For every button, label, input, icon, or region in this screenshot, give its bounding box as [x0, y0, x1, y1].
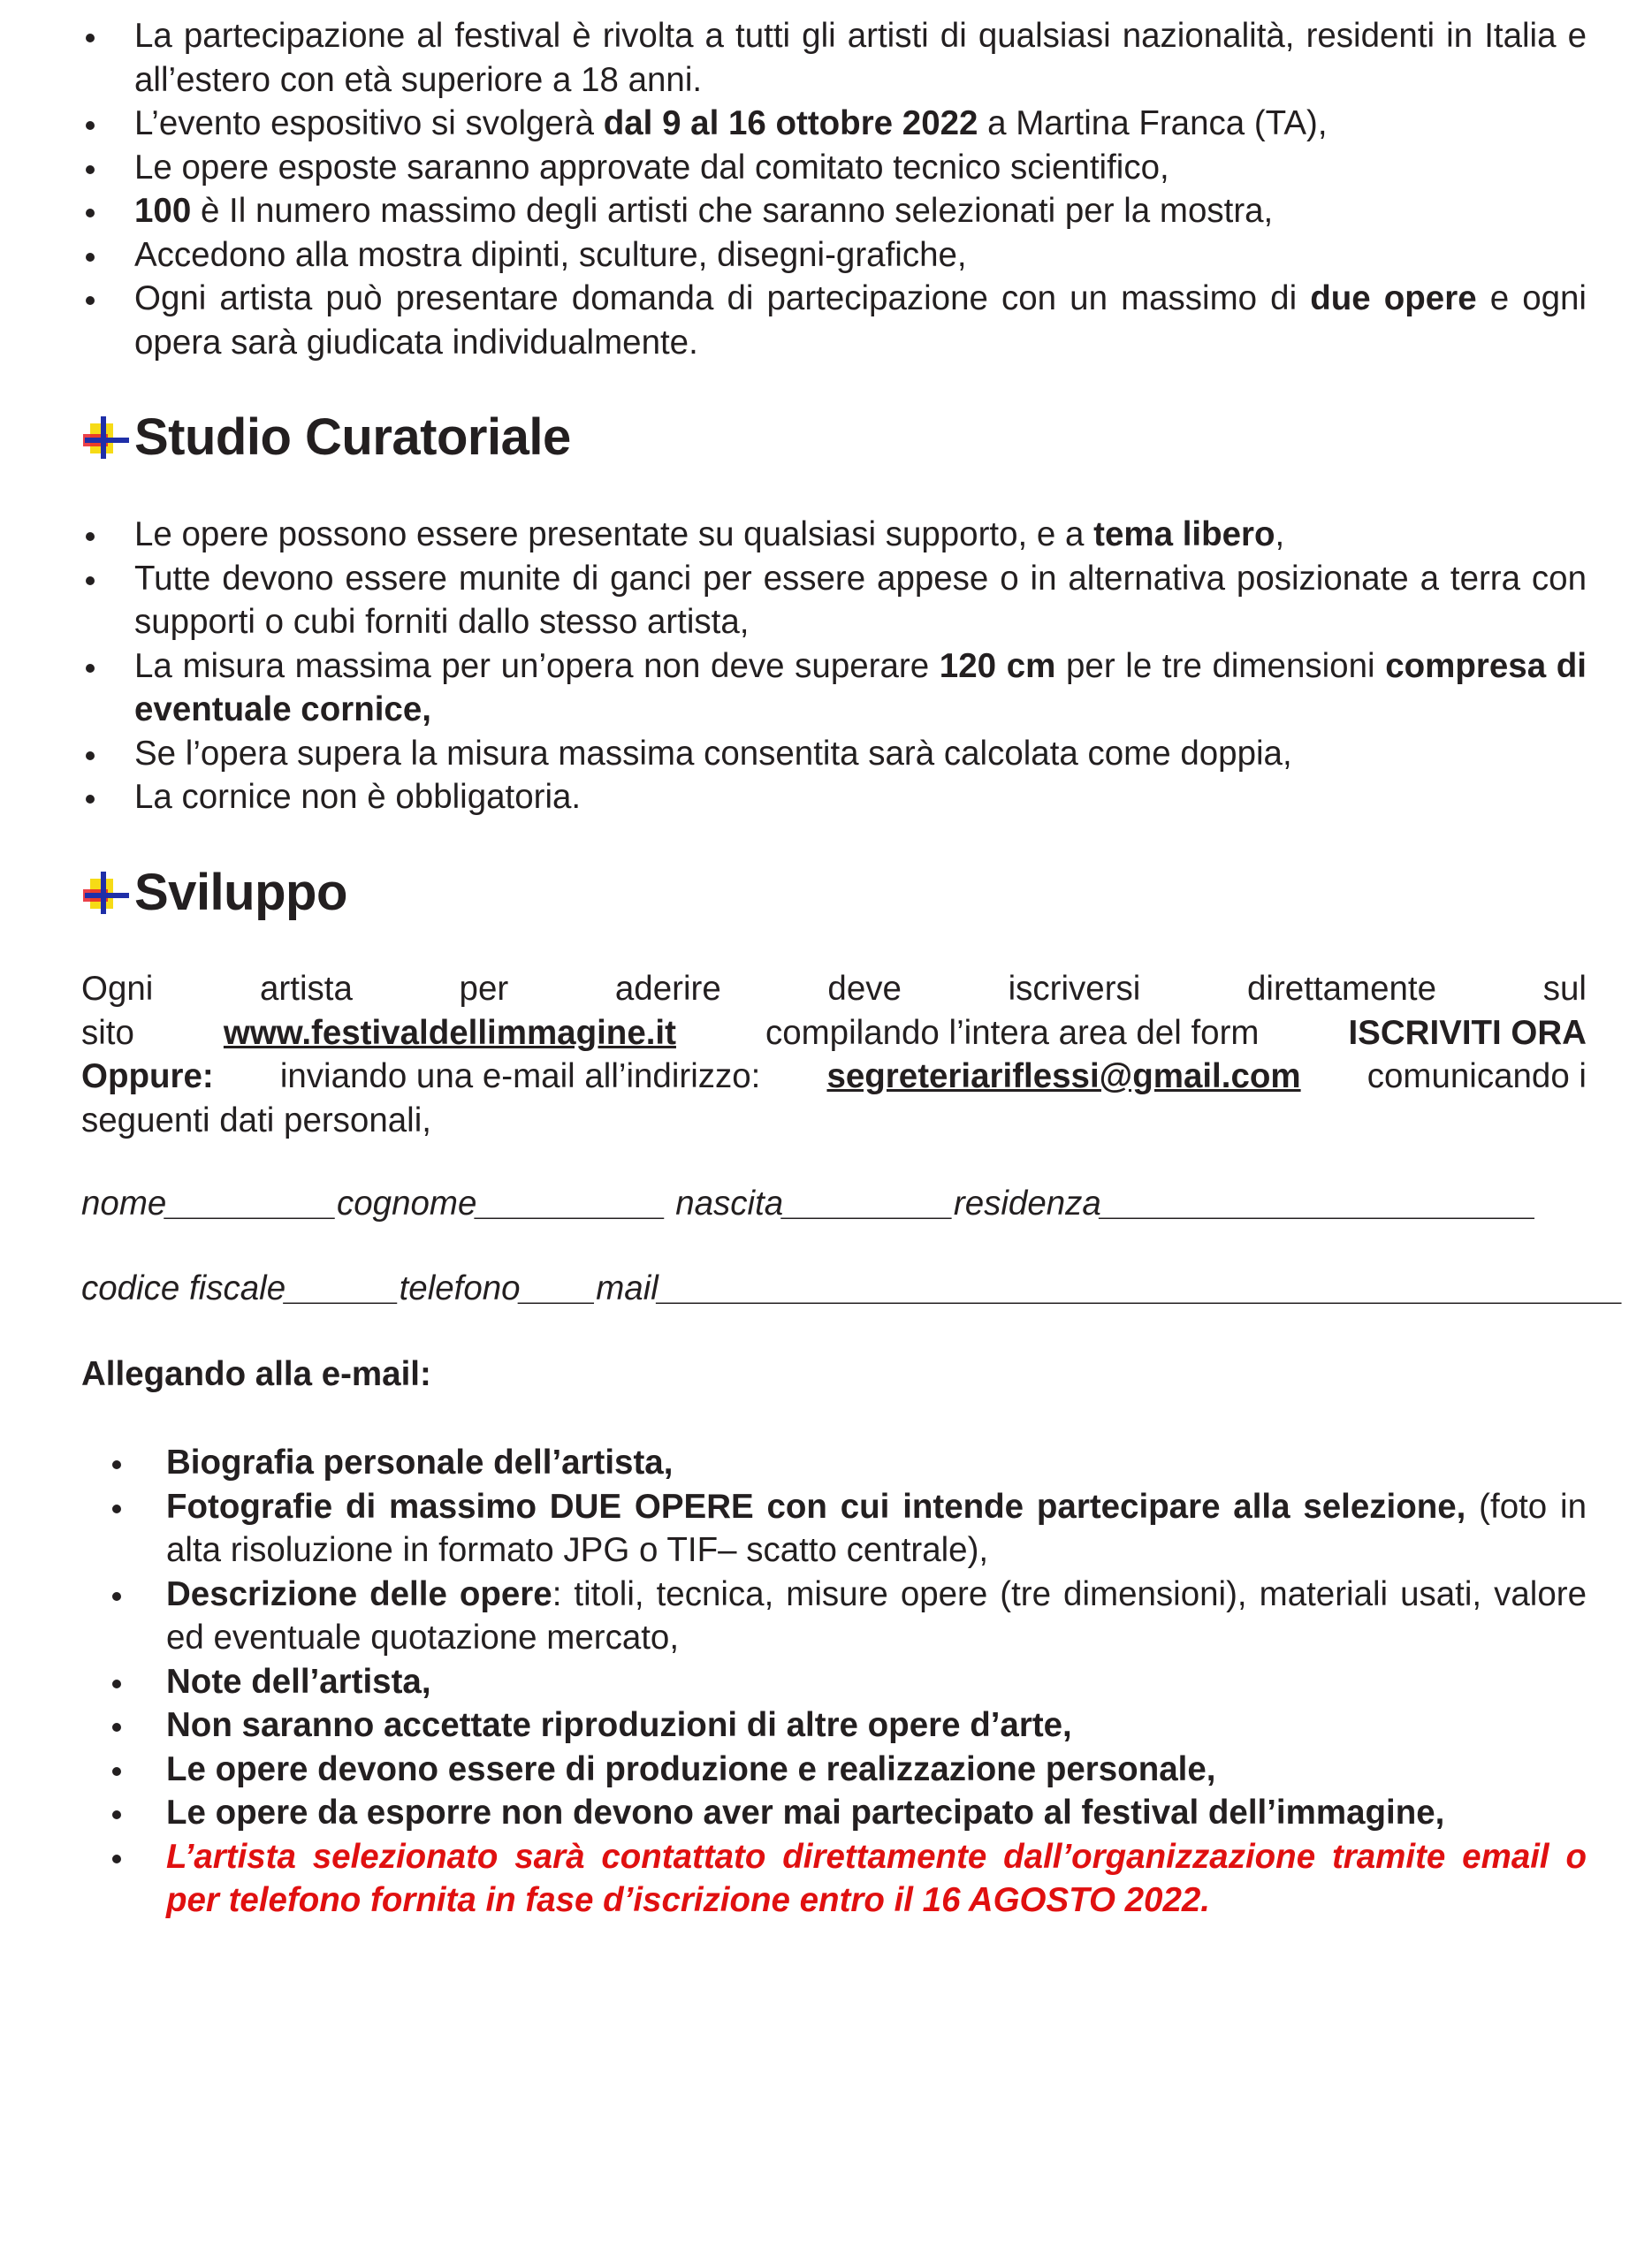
form-fields-text: nome_________cognome__________ nascita_________residenza_______________________: [81, 1185, 1537, 1223]
notice-text: L’artista selezionato sarà contattato direttamente dall’organizzazione tramite email o per telefono fornita in fase d’iscrizione entro il 16 AGOSTO 2022.: [166, 1837, 1587, 1919]
form-line-personal: [81, 1182, 1536, 1226]
tema-libero: tema libero: [1093, 515, 1275, 553]
list-item-text: Ogni artista può presentare domanda di partecipazione con un massimo di: [134, 279, 1311, 317]
list-item-text: a Martina Franca (TA),: [978, 104, 1328, 142]
list-item: [81, 146, 1587, 190]
list-item: [108, 1485, 1587, 1573]
list-item: [81, 644, 1587, 732]
list-item: [81, 14, 1587, 102]
section-heading-sviluppo: [80, 862, 347, 924]
list-item-text: Tutte devono essere munite di ganci per essere appese o in alternativa posizionate a terra con supporti o cubi forniti dallo stesso artista,: [134, 559, 1587, 641]
list-item-text: (foto in alta risoluzione in formato JPG o TIF– scatto centrale),: [166, 1487, 1587, 1569]
paragraph-line: [81, 1099, 1587, 1143]
list-item-text: La partecipazione al festival è rivolta a tutti gli artisti di qualsiasi nazionalità, residenti in Italia e all’estero con età superiore a 18 anni.: [134, 17, 1587, 99]
list-item: [81, 775, 1587, 819]
attachments-list: [108, 1441, 1587, 1923]
list-item: [81, 189, 1587, 233]
allegando-heading: [81, 1352, 1587, 1397]
paragraph-word: deve: [827, 970, 902, 1008]
website-link[interactable]: www.festivaldellimmagine.it: [223, 1013, 676, 1052]
paragraph-line: [81, 967, 1587, 1011]
frame-note: compresa di eventuale cornice,: [134, 646, 1587, 728]
paragraph-word: iscriversi: [1008, 970, 1141, 1008]
list-item-text: Descrizione delle opere: [166, 1574, 552, 1613]
list-item-text: : titoli, tecnica, misure opere (tre dimensioni), materiali usati, valore ed eventuale quotazione mercato,: [166, 1574, 1587, 1657]
list-item: [81, 513, 1587, 557]
cross-bullet-icon: [80, 411, 133, 464]
allegando-label: Allegando alla e-mail:: [81, 1355, 431, 1393]
list-item-text: per le tre dimensioni: [1055, 646, 1386, 685]
paragraph-line: [81, 1011, 1587, 1055]
paragraph-word: direttamente: [1247, 970, 1437, 1008]
paragraph-text: comunicando i: [1367, 1057, 1587, 1095]
list-item-text: Note dell’artista,: [166, 1662, 431, 1701]
list-item-text: Le opere devono essere di produzione e realizzazione personale,: [166, 1749, 1216, 1788]
form-line-contact: [81, 1267, 1624, 1311]
list-item-text: Accedono alla mostra dipinti, sculture, disegni-grafiche,: [134, 235, 967, 274]
list-item-text: ,: [1275, 515, 1285, 553]
list-item-text: La misura massima per un’opera non deve superare: [134, 646, 940, 685]
list-item: [81, 732, 1587, 776]
paragraph-line: [81, 1055, 1587, 1099]
list-item-text: e ogni opera sarà giudicata individualmente.: [134, 279, 1587, 362]
paragraph-word: aderire: [614, 970, 721, 1008]
paragraph-word: Ogni: [81, 970, 154, 1008]
list-item-text: L’evento espositivo si svolgerà: [134, 104, 604, 142]
oppure-label: Oppure:: [81, 1057, 214, 1095]
max-size: 120 cm: [939, 646, 1056, 685]
max-works: due opere: [1310, 279, 1477, 317]
paragraph-word: sul: [1542, 970, 1587, 1008]
list-item-text: Biografia personale dell’artista,: [166, 1444, 674, 1482]
paragraph-text: sito: [81, 1013, 134, 1052]
list-item: [81, 277, 1587, 364]
list-item: [81, 233, 1587, 278]
paragraph-text: seguenti dati personali,: [81, 1101, 431, 1139]
list-item-text: Le opere da esporre non devono aver mai partecipato al festival dell’immagine,: [166, 1794, 1445, 1832]
email-link[interactable]: segreteriariflessi@gmail.com: [826, 1057, 1301, 1095]
list-item: [108, 1748, 1587, 1792]
section-title: Sviluppo: [134, 864, 347, 921]
list-item: [108, 1791, 1587, 1835]
paragraph-word: per: [459, 970, 509, 1008]
max-artists-number: 100: [134, 192, 192, 230]
sviluppo-paragraph: [81, 967, 1587, 1142]
list-item-text: è Il numero massimo degli artisti che saranno selezionati per la mostra,: [191, 192, 1274, 230]
selection-notice: [108, 1835, 1587, 1923]
paragraph-text: compilando l’intera area del form: [765, 1013, 1260, 1052]
list-item: [108, 1660, 1587, 1704]
studio-curatoriale-list: [81, 513, 1587, 819]
section-title: Studio Curatoriale: [134, 408, 571, 466]
paragraph-text: inviando una e-mail all’indirizzo:: [279, 1057, 761, 1095]
list-item: [81, 557, 1587, 644]
section-heading-studio-curatoriale: [80, 407, 571, 469]
list-item: [108, 1573, 1587, 1660]
list-item-text: Non saranno accettate riproduzioni di altre opere d’arte,: [166, 1706, 1072, 1744]
form-fields-text: codice fiscale______telefono____mail___________________________________________________: [81, 1269, 1624, 1307]
paragraph-word: artista: [260, 970, 353, 1008]
list-item-text: Le opere possono essere presentate su qualsiasi supporto, e a: [134, 515, 1094, 553]
list-item-text: Fotografie di massimo DUE OPERE con cui intende partecipare alla selezione,: [166, 1487, 1466, 1526]
list-item: [81, 102, 1587, 146]
intro-list: [81, 14, 1587, 364]
list-item-text: La cornice non è obbligatoria.: [134, 778, 582, 816]
iscriviti-ora-label: ISCRIVITI ORA: [1348, 1013, 1587, 1052]
list-item: [108, 1441, 1587, 1485]
list-item: [108, 1703, 1587, 1748]
list-item-text: Le opere esposte saranno approvate dal comitato tecnico scientifico,: [134, 148, 1169, 187]
list-item-text: Se l’opera supera la misura massima consentita sarà calcolata come doppia,: [134, 734, 1292, 773]
event-dates: dal 9 al 16 ottobre 2022: [603, 104, 978, 142]
cross-bullet-icon: [80, 866, 133, 919]
